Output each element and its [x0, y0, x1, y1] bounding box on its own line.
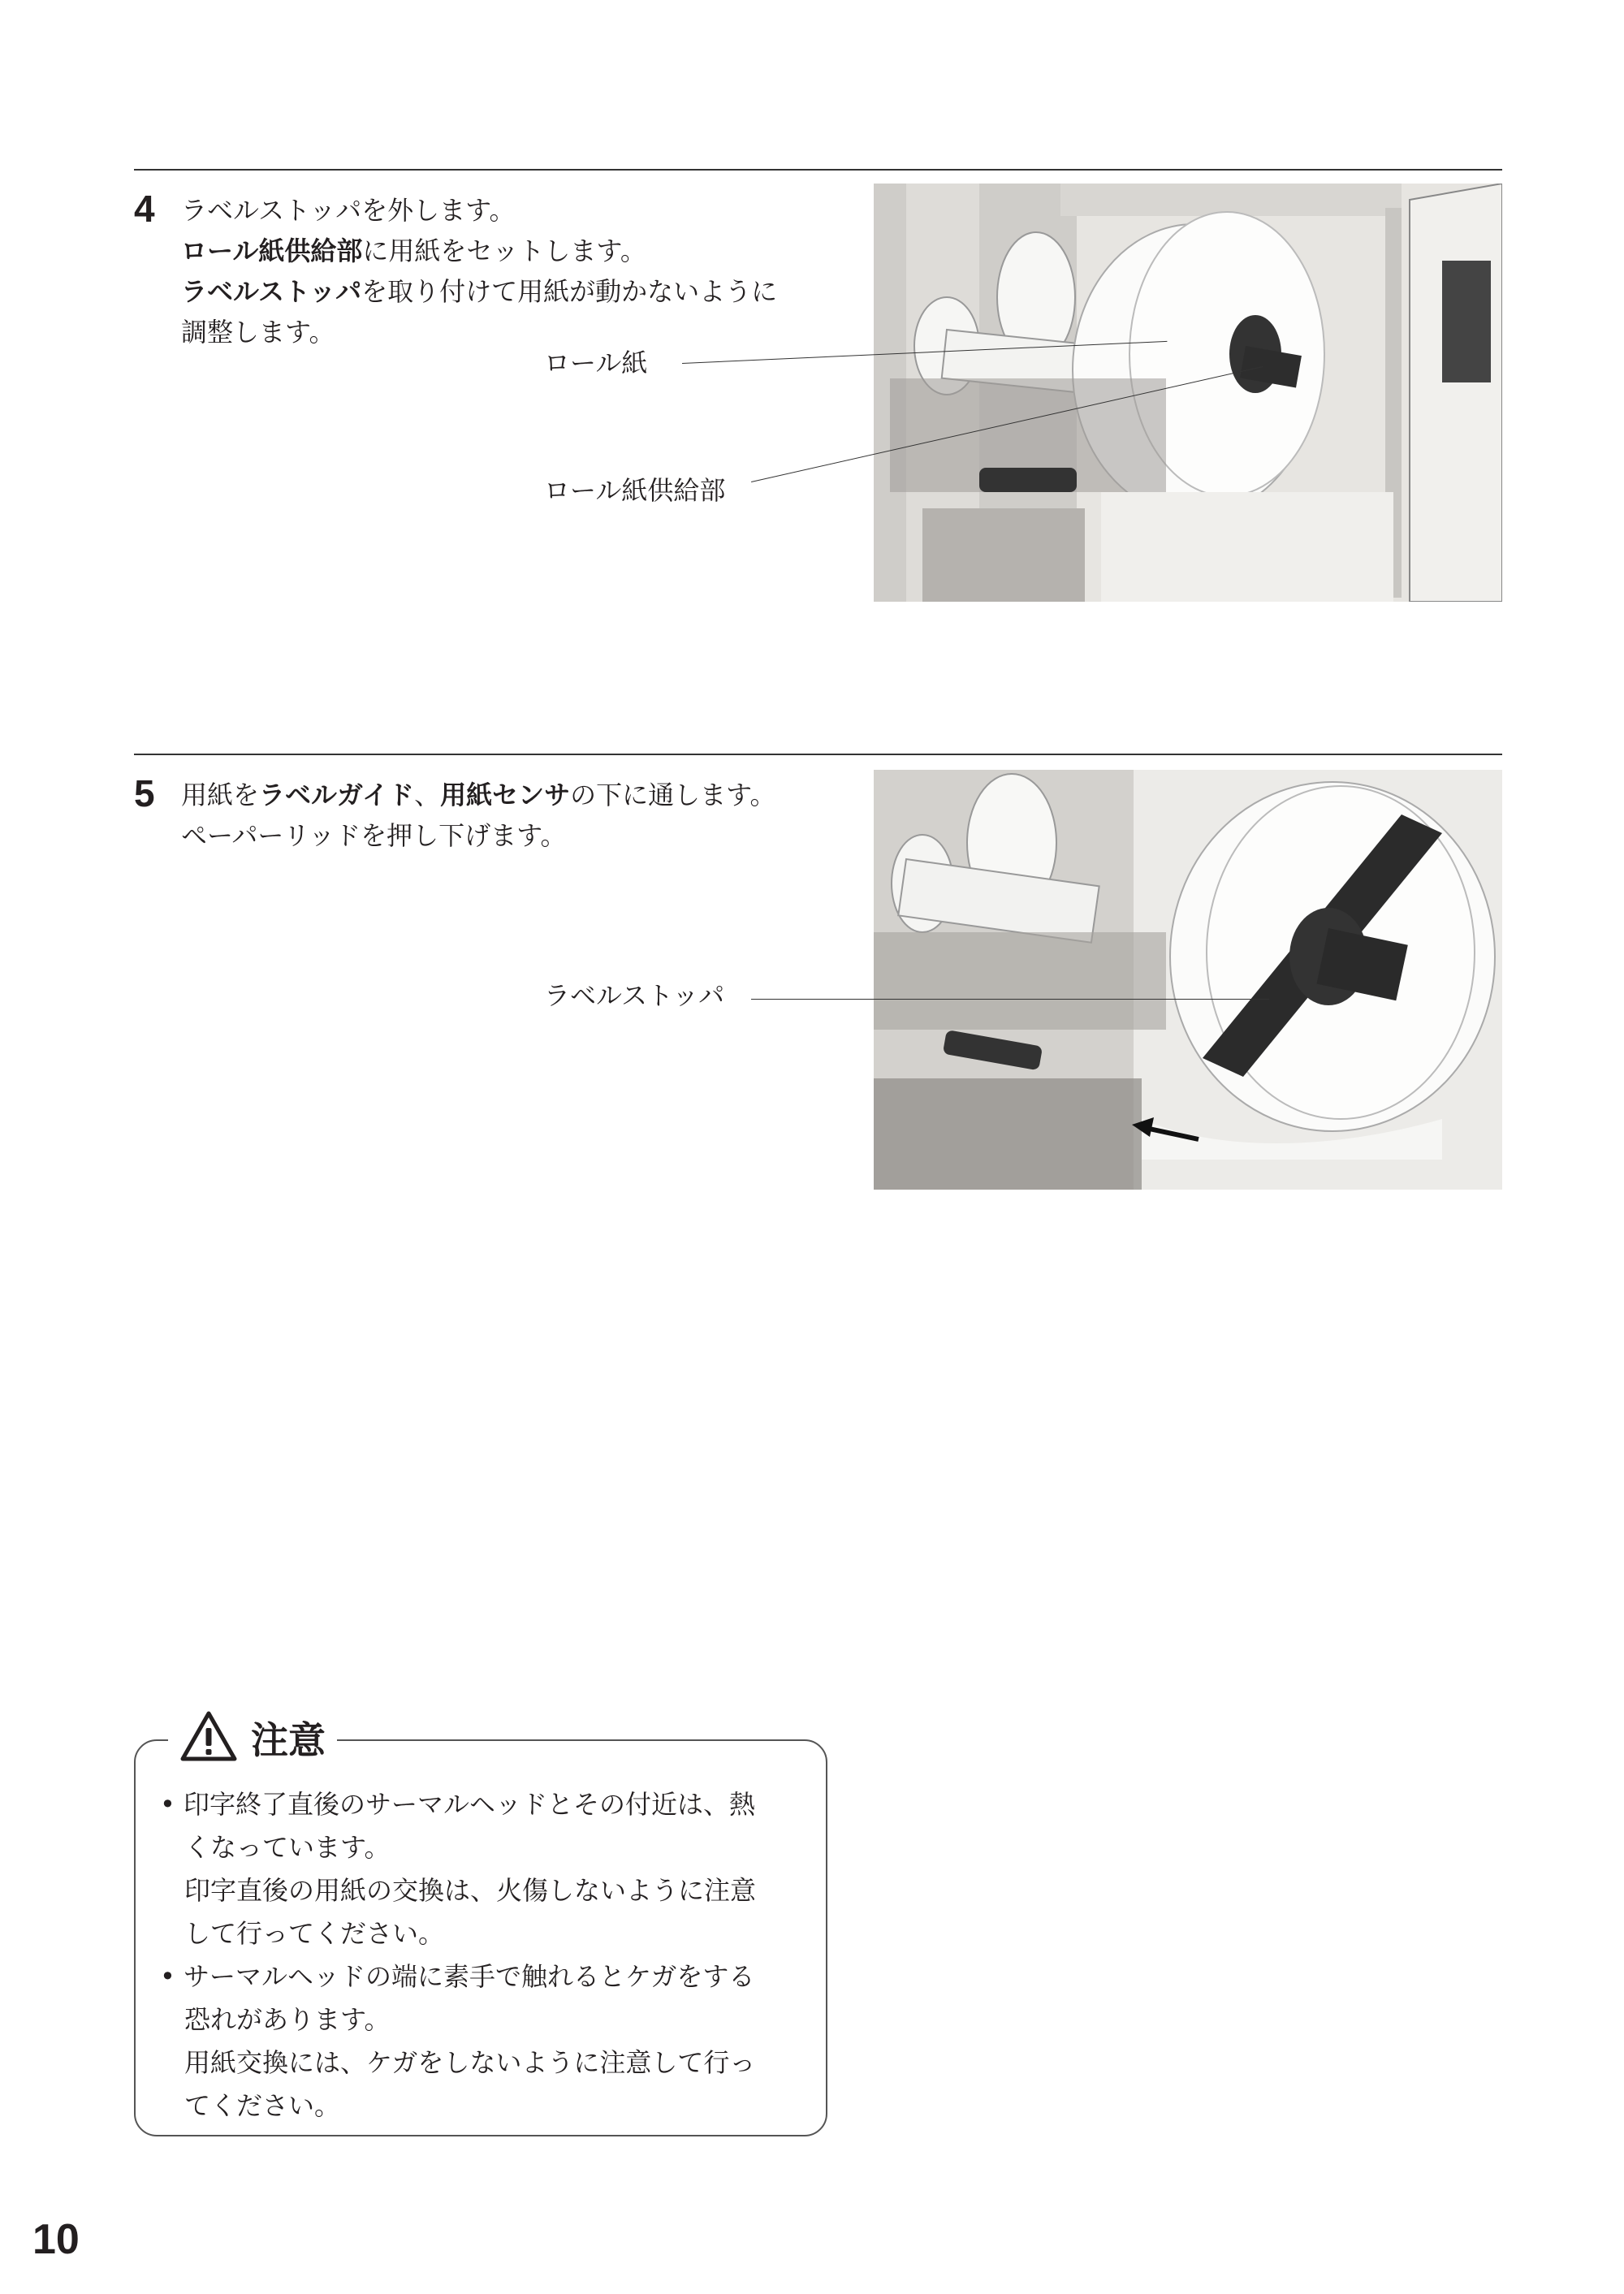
instruction-line — [181, 231, 847, 271]
caution-line: • サーマルヘッドの端に素手で触れるとケガをする — [160, 1961, 755, 1992]
term-paper-sensor: 用紙センサ — [440, 780, 571, 810]
instruction-line: 調整します。 — [181, 317, 335, 348]
leader-line — [751, 999, 1269, 1000]
caution-line: 用紙交換には、ケガをしないように注意して行っ — [184, 2047, 756, 2078]
step-instructions — [181, 775, 847, 856]
instruction-line — [181, 775, 847, 815]
page-number: 10 — [32, 2216, 80, 2263]
photo-roll-paper-loading — [874, 184, 1502, 602]
callout-roll-paper: ロール紙 — [544, 348, 648, 378]
section-divider — [134, 754, 1502, 755]
instruction-text: 、 — [414, 780, 441, 810]
caution-header — [168, 1707, 337, 1769]
caution-line: 印字直後の用紙の交換は、火傷しないように注意 — [184, 1875, 757, 1906]
instruction-text: を取り付けて用紙が動かないように — [361, 276, 778, 307]
caution-line: 恐れがあります。 — [184, 2004, 391, 2035]
instruction-line: ペーパーリッドを押し下げます。 — [181, 820, 567, 851]
caution-box — [134, 1718, 827, 2136]
term-label-stopper: ラベルストッパ — [181, 276, 362, 307]
caution-text — [160, 1783, 810, 2128]
instruction-text: 用紙を — [181, 780, 260, 810]
caution-line: • 印字終了直後のサーマルヘッドとその付近は、熱 — [160, 1789, 756, 1820]
section-divider — [134, 169, 1502, 171]
caution-line: てください。 — [184, 2090, 341, 2121]
caution-title: 注意 — [251, 1718, 326, 1762]
step-number: 4 — [134, 188, 155, 230]
step-instructions — [181, 190, 847, 352]
callout-label-stopper: ラベルストッパ — [544, 980, 725, 1011]
caution-line: くなっています。 — [184, 1832, 391, 1863]
instruction-line — [181, 271, 847, 312]
term-roll-supply: ロール紙供給部 — [181, 235, 363, 266]
instruction-text: の下に通します。 — [570, 780, 776, 810]
caution-line: して行ってください。 — [184, 1918, 445, 1949]
photo-label-stopper — [874, 770, 1502, 1190]
step-number: 5 — [134, 772, 155, 814]
term-label-guide: ラベルガイド — [259, 780, 415, 810]
callout-roll-supply: ロール紙供給部 — [544, 475, 726, 506]
instruction-text: に用紙をセットします。 — [362, 235, 646, 266]
instruction-line: ラベルストッパを外します。 — [181, 195, 516, 226]
warning-triangle-icon — [179, 1710, 238, 1765]
